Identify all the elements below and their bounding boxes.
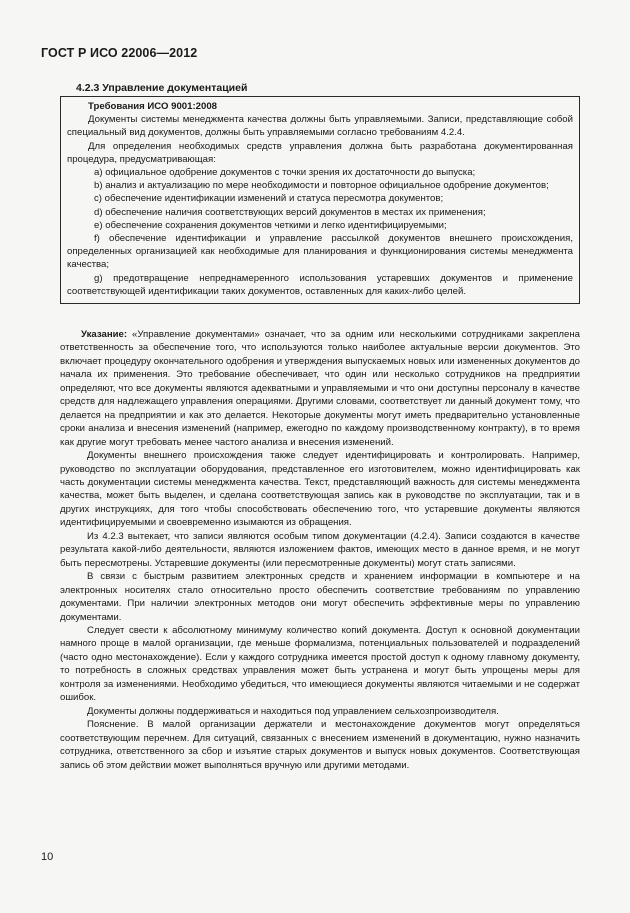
page-number: 10 bbox=[41, 851, 54, 863]
box-title: Требования ИСО 9001:2008 bbox=[88, 101, 218, 112]
body-paragraph: Следует свести к абсолютному минимуму количество копий документа. Доступ к основной документации намного проще в малой организации, где меньше формализма, потенциальных пользователей и подразделений (часто одно местонахождение). Если у каждого сотрудника имеется простой доступ к одному главному документу, то потребность в сложных средствах управления может быть устранена и могут быть упрощены меры для контроля за изменениями. Необходимо убедиться, что имеющиеся документы являются читаемыми и не содержат ошибок. bbox=[60, 624, 580, 704]
body-paragraph: Из 4.2.3 вытекает, что записи являются особым типом документации (4.2.4). Записи создаются в качестве результата какой-либо деятельности, являются изложением фактов, имеющих место в данное время, и не могут быть пересмотрены. Устаревшие документы (или пересмотренные документы) могут стать записями. bbox=[60, 530, 580, 569]
requirements-box bbox=[60, 96, 580, 304]
note-text: «Управление документами» означает, что за одним или несколькими сотрудниками закреплена ответственность за обеспечение того, что используются только наиболее актуальные версии документов. Это включает процедуру окончательного одобрения и утверждения выпускаемых новых или измененных документов до начала их применения. Это требование обеспечивает, что один или несколько сотрудников на предприятии определяют, что все документы являются адекватными и управляемыми и что они доступны персоналу в качестве средств для надлежащего управления операциями. Другими словами, соответствует ли данный документ тому, что делается на предприятии и как это делается. Некоторые документы могут иметь предварительно установленные сроки анализа и внесения изменений (например, ежегодно по каждому производственному контракту), в то время как другие могут требовать менее частого анализа и внесения изменений. bbox=[60, 329, 580, 448]
box-list-item: b) анализ и актуализацию по мере необходимости и повторное официальное одобрение документов; bbox=[94, 180, 549, 192]
body-paragraph: Документы должны поддерживаться и находиться под управлением сельхозпроизводителя. bbox=[87, 705, 499, 717]
body-paragraph: В связи с быстрым развитием электронных средств и хранением информации в компьютере и на электронных носителях стало относительно просто обеспечить соответствие требованиям по управлению документами. При наличии электронных методов они могут обеспечить эффективные меры по управлению документами. bbox=[60, 571, 580, 623]
box-paragraph: Для определения необходимых средств управления должна быть разработана документированная процедура, предусматривающая: bbox=[67, 140, 573, 165]
box-list-item: f) обеспечение идентификации и управление рассылкой документов внешнего происхождения, определенных организацией как необходимые для планирования и функционирования системы менеджмента качества; bbox=[67, 233, 573, 271]
document-code-header: ГОСТ Р ИСО 22006—2012 bbox=[41, 46, 198, 60]
box-list-item: а) официальное одобрение документов с точки зрения их достаточности до выпуска; bbox=[94, 167, 476, 179]
box-list-item: e) обеспечение сохранения документов четкими и легко идентифицируемыми; bbox=[94, 219, 447, 231]
note-paragraph bbox=[60, 328, 580, 449]
main-text bbox=[60, 328, 580, 772]
note-label: Указание: bbox=[81, 329, 128, 340]
body-paragraph: Пояснение. В малой организации держатели и местонахождение документов могут определяться соответствующим перечнем. Для ситуаций, связанных с внесением изменений в документацию, нужно назначить сотрудника, ответственного за сбор и изъятие старых документов и выпуск новых документов. Соответствующая запись об этом действии может выполняться вручную или другими методами. bbox=[60, 719, 580, 771]
body-paragraph: Документы внешнего происхождения также следует идентифицировать и контролировать. Например, руководство по эксплуатации оборудования, представленное его изготовителем, можно идентифицировать как часть документации системы менеджмента качества. Текст, представляющий важность для системы менеджмента качества, может быть выделен, и сделана соответствующая запись как в руководстве по эксплуатации, так и в других инструкциях, для того чтобы способствовать обеспечению того, что устаревшие документы являются идентифицируемыми и своевременно изымаются из обращения. bbox=[60, 450, 580, 529]
box-list-item: c) обеспечение идентификации изменений и статуса пересмотра документов; bbox=[94, 193, 444, 205]
box-paragraph: Документы системы менеджмента качества должны быть управляемыми. Записи, представляющие собой специальный вид документов, должны быть управляемыми согласно требованиям 4.2.4. bbox=[67, 114, 573, 139]
box-list-item: g) предотвращение непреднамеренного использования устаревших документов и применение соответствующей идентификации таких документов, оставленных для каких-либо целей. bbox=[67, 272, 573, 297]
section-title: 4.2.3 Управление документацией bbox=[76, 82, 248, 94]
box-list-item: d) обеспечение наличия соответствующих версий документов в местах их применения; bbox=[94, 206, 486, 218]
